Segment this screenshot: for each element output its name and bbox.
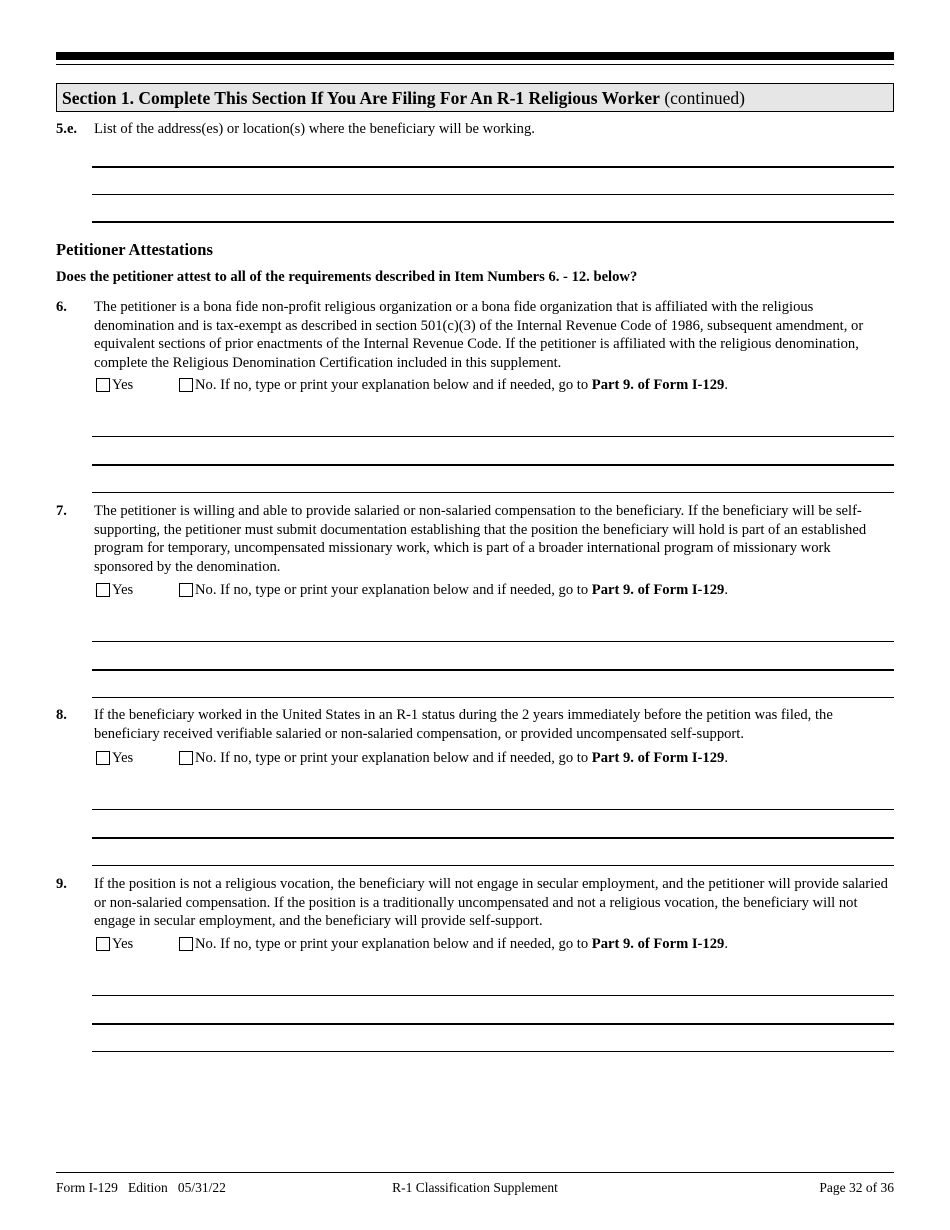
item-9-line-2[interactable] xyxy=(92,1023,894,1025)
item-5e-number: 5.e. xyxy=(56,121,78,137)
item-5e-line-2[interactable] xyxy=(92,194,894,195)
item-9-yes-checkbox[interactable] xyxy=(96,937,110,951)
item-8-yes-checkbox[interactable] xyxy=(96,751,110,765)
yes-label: Yes xyxy=(112,750,134,766)
attestations-question: Does the petitioner attest to all of the requirements described in Item Numbers 6. - 12. below? xyxy=(56,269,638,285)
item-9-line-1[interactable] xyxy=(92,995,894,996)
item-8-line-1[interactable] xyxy=(92,809,894,810)
item-7-line-2[interactable] xyxy=(92,669,894,671)
item-7-no-checkbox[interactable] xyxy=(179,583,193,597)
item-9-no-checkbox[interactable] xyxy=(179,937,193,951)
item-5e-line-1[interactable] xyxy=(92,166,894,168)
item-6-no-checkbox[interactable] xyxy=(179,378,193,392)
item-6-line-1[interactable] xyxy=(92,436,894,437)
item-8-line-2[interactable] xyxy=(92,837,894,839)
yes-label: Yes xyxy=(112,377,134,393)
footer-edition: Form I-129 Edition 05/31/22 xyxy=(56,1180,226,1195)
item-6-yes-option[interactable] xyxy=(96,376,133,394)
footer-page-number: Page 32 of 36 xyxy=(819,1180,894,1195)
section-title: Section 1. Complete This Section If You Are Filing For An R-1 Religious Worker xyxy=(62,88,660,108)
item-6-number: 6. xyxy=(56,299,67,315)
item-5e-line-3[interactable] xyxy=(92,221,894,223)
item-6-yes-checkbox[interactable] xyxy=(96,378,110,392)
item-9-number: 9. xyxy=(56,876,67,892)
footer-rule xyxy=(56,1172,894,1173)
item-9-yes-option[interactable] xyxy=(96,935,133,953)
yes-label: Yes xyxy=(112,582,134,598)
item-6-line-2[interactable] xyxy=(92,464,894,466)
item-8-line-3[interactable] xyxy=(92,865,894,866)
item-6-text: The petitioner is a bona fide non-profit religious organization or a bona fide organization that is affiliated with the religious denomination and is tax-exempt as described in section 501(c)(3) of the Internal Revenue Code of 1986, subsequent amendment, or equivalent sections of prior enactments of the Internal Revenue Code. If the petitioner is affiliated with the religious denomination, complete the Religious Denomination Certification included in this supplement. xyxy=(94,299,864,371)
item-8-text: If the beneficiary worked in the United States in an R-1 status during the 2 years immediately before the petition was filed, the beneficiary received verifiable salaried or non-salaried compensation, or provided uncompensated self-support. xyxy=(94,707,833,742)
item-6-no-option[interactable]: No. If no, type or print your explanation below and if needed, go to Part 9. of Form I-129. xyxy=(179,376,728,394)
item-7-line-1[interactable] xyxy=(92,641,894,642)
item-7-no-option[interactable]: No. If no, type or print your explanation below and if needed, go to Part 9. of Form I-129. xyxy=(179,581,728,599)
footer-supplement-title: R-1 Classification Supplement xyxy=(392,1180,558,1195)
header-thin-bar xyxy=(56,64,894,65)
attestations-heading: Petitioner Attestations xyxy=(56,240,213,259)
header-thick-bar xyxy=(56,52,894,60)
item-8-no-option[interactable]: No. If no, type or print your explanation below and if needed, go to Part 9. of Form I-129. xyxy=(179,749,728,767)
item-9-text: If the position is not a religious vocation, the beneficiary will not engage in secular employment, and the petitioner will provide salaried or non-salaried compensation. If the position is a traditionally uncompensated and not a religious vocation, the beneficiary will not engage in secular employment, and the beneficiary will provide self-support. xyxy=(94,876,888,930)
item-8-number: 8. xyxy=(56,707,67,723)
section-title-suffix: (continued) xyxy=(659,88,745,108)
item-9-line-3[interactable] xyxy=(92,1051,894,1052)
section-title-box xyxy=(56,83,894,112)
item-8-no-checkbox[interactable] xyxy=(179,751,193,765)
item-8-yes-option[interactable] xyxy=(96,749,133,767)
item-7-line-3[interactable] xyxy=(92,697,894,698)
item-7-yes-option[interactable] xyxy=(96,581,133,599)
item-7-number: 7. xyxy=(56,503,67,519)
item-7-text: The petitioner is willing and able to provide salaried or non-salaried compensation to the beneficiary. If the beneficiary will be self-supporting, the petitioner must submit documentation establishing that the position the beneficiary will hold is part of an established program for temporary, uncompensated missionary work, which is part of a broader international program of missionary work sponsored by the denomination. xyxy=(94,503,867,575)
item-9-no-option[interactable]: No. If no, type or print your explanation below and if needed, go to Part 9. of Form I-129. xyxy=(179,935,728,953)
yes-label: Yes xyxy=(112,936,134,952)
item-6-line-3[interactable] xyxy=(92,492,894,493)
item-7-yes-checkbox[interactable] xyxy=(96,583,110,597)
item-5e-text: List of the address(es) or location(s) where the beneficiary will be working. xyxy=(94,121,535,137)
